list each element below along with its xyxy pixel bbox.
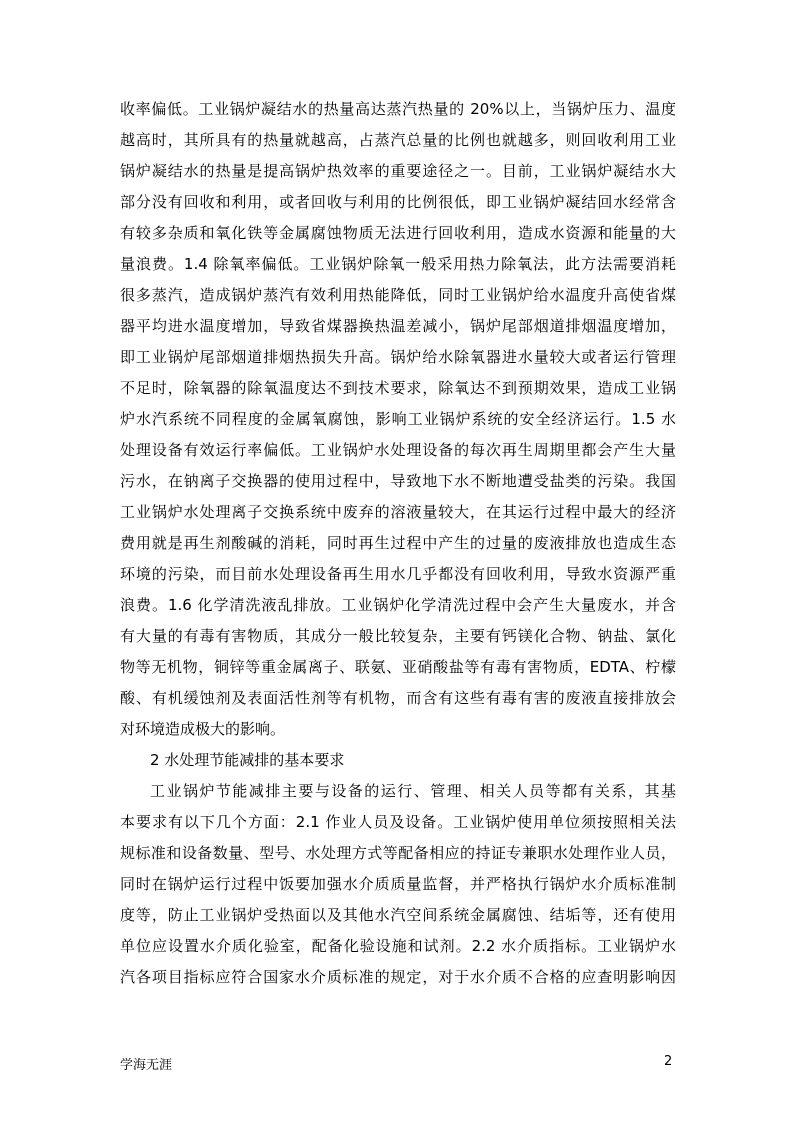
text-line: 有较多杂质和氧化铁等金属腐蚀物质无法进行回收利用，造成水资源和能量的大 <box>120 224 676 242</box>
text-line: 同时在锅炉运行过程中饭要加强水介质质量监督，并严格执行锅炉水介质标准制 <box>120 875 676 893</box>
text-line: 即工业锅炉尾部烟道排烟热损失升高。锅炉给水除氧器进水量较大或者运行管理 <box>120 348 676 366</box>
text-line: 汽各项目指标应符合国家水介质标准的规定，对于水介质不合格的应查明影响因 <box>120 968 676 986</box>
text-line: 本要求有以下几个方面：2.1 作业人员及设备。工业锅炉使用单位须按照相关法 <box>120 813 676 831</box>
text-line: 器平均进水温度增加，导致省煤器换热温差减小，锅炉尾部烟道排烟温度增加， <box>120 317 676 335</box>
text-line: 不足时，除氧器的除氧温度达不到技术要求，除氧达不到预期效果，造成工业锅 <box>120 379 676 397</box>
text-line: 处理设备有效运行率偏低。工业锅炉水处理设备的每次再生周期里都会产生大量 <box>120 441 676 459</box>
text-line: 环境的污染，而目前水处理设备再生用水几乎都没有回收利用，导致水资源严重 <box>120 565 676 583</box>
text-line: 单位应设置水介质化验室，配备化验设施和试剂。2.2 水介质指标。工业锅炉水 <box>120 937 676 955</box>
text-line: 物等无机物，铜锌等重金属离子、联氨、亚硝酸盐等有毒有害物质，EDTA、柠檬 <box>120 658 676 676</box>
text-line: 度等，防止工业锅炉受热面以及其他水汽空间系统金属腐蚀、结垢等，还有使用 <box>120 906 676 924</box>
text-line: 锅炉凝结水的热量是提高锅炉热效率的重要途径之一。目前，工业锅炉凝结水大 <box>120 162 676 180</box>
text-line: 量浪费。1.4 除氧率偏低。工业锅炉除氧一般采用热力除氧法，此方法需要消耗 <box>120 255 676 273</box>
section-heading: 2 水处理节能减排的基本要求 <box>150 751 345 769</box>
text-line: 费用就是再生剂酸碱的消耗，同时再生过程中产生的过量的废液排放也造成生态 <box>120 534 676 552</box>
text-line: 炉水汽系统不同程度的金属氧腐蚀，影响工业锅炉系统的安全经济运行。1.5 水 <box>120 410 676 428</box>
text-line: 浪费。1.6 化学清洗液乱排放。工业锅炉化学清洗过程中会产生大量废水，并含 <box>120 596 676 614</box>
text-line: 工业锅炉水处理离子交换系统中废弃的溶液量较大，在其运行过程中最大的经济 <box>120 503 676 521</box>
footer-label: 学海无涯 <box>120 1058 173 1073</box>
text-line: 对环境造成极大的影响。 <box>120 720 286 738</box>
text-line: 有大量的有毒有害物质，其成分一般比较复杂，主要有钙镁化合物、钠盐、氯化 <box>120 627 676 645</box>
body-text <box>120 94 676 993</box>
text-line: 污水，在钠离子交换器的使用过程中，导致地下水不断地遭受盐类的污染。我国 <box>120 472 676 490</box>
text-line: 很多蒸汽，造成锅炉蒸汽有效利用热能降低，同时工业锅炉给水温度升高使省煤 <box>120 286 676 304</box>
text-line: 部分没有回收和利用，或者回收与利用的比例很低，即工业锅炉凝结回水经常含 <box>120 193 676 211</box>
page-number: 2 <box>664 1054 673 1069</box>
text-line: 规标准和设备数量、型号、水处理方式等配备相应的持证专兼职水处理作业人员， <box>120 844 676 862</box>
text-line: 越高时，其所具有的热量就越高，占蒸汽总量的比例也就越多，则回收利用工业 <box>120 131 676 149</box>
text-line: 收率偏低。工业锅炉凝结水的热量高达蒸汽热量的 20%以上，当锅炉压力、温度 <box>120 100 676 118</box>
text-line: 酸、有机缓蚀剂及表面活性剂等有机物，而含有这些有毒有害的废液直接排放会 <box>120 689 676 707</box>
text-line: 工业锅炉节能减排主要与设备的运行、管理、相关人员等都有关系，其基 <box>150 782 676 800</box>
